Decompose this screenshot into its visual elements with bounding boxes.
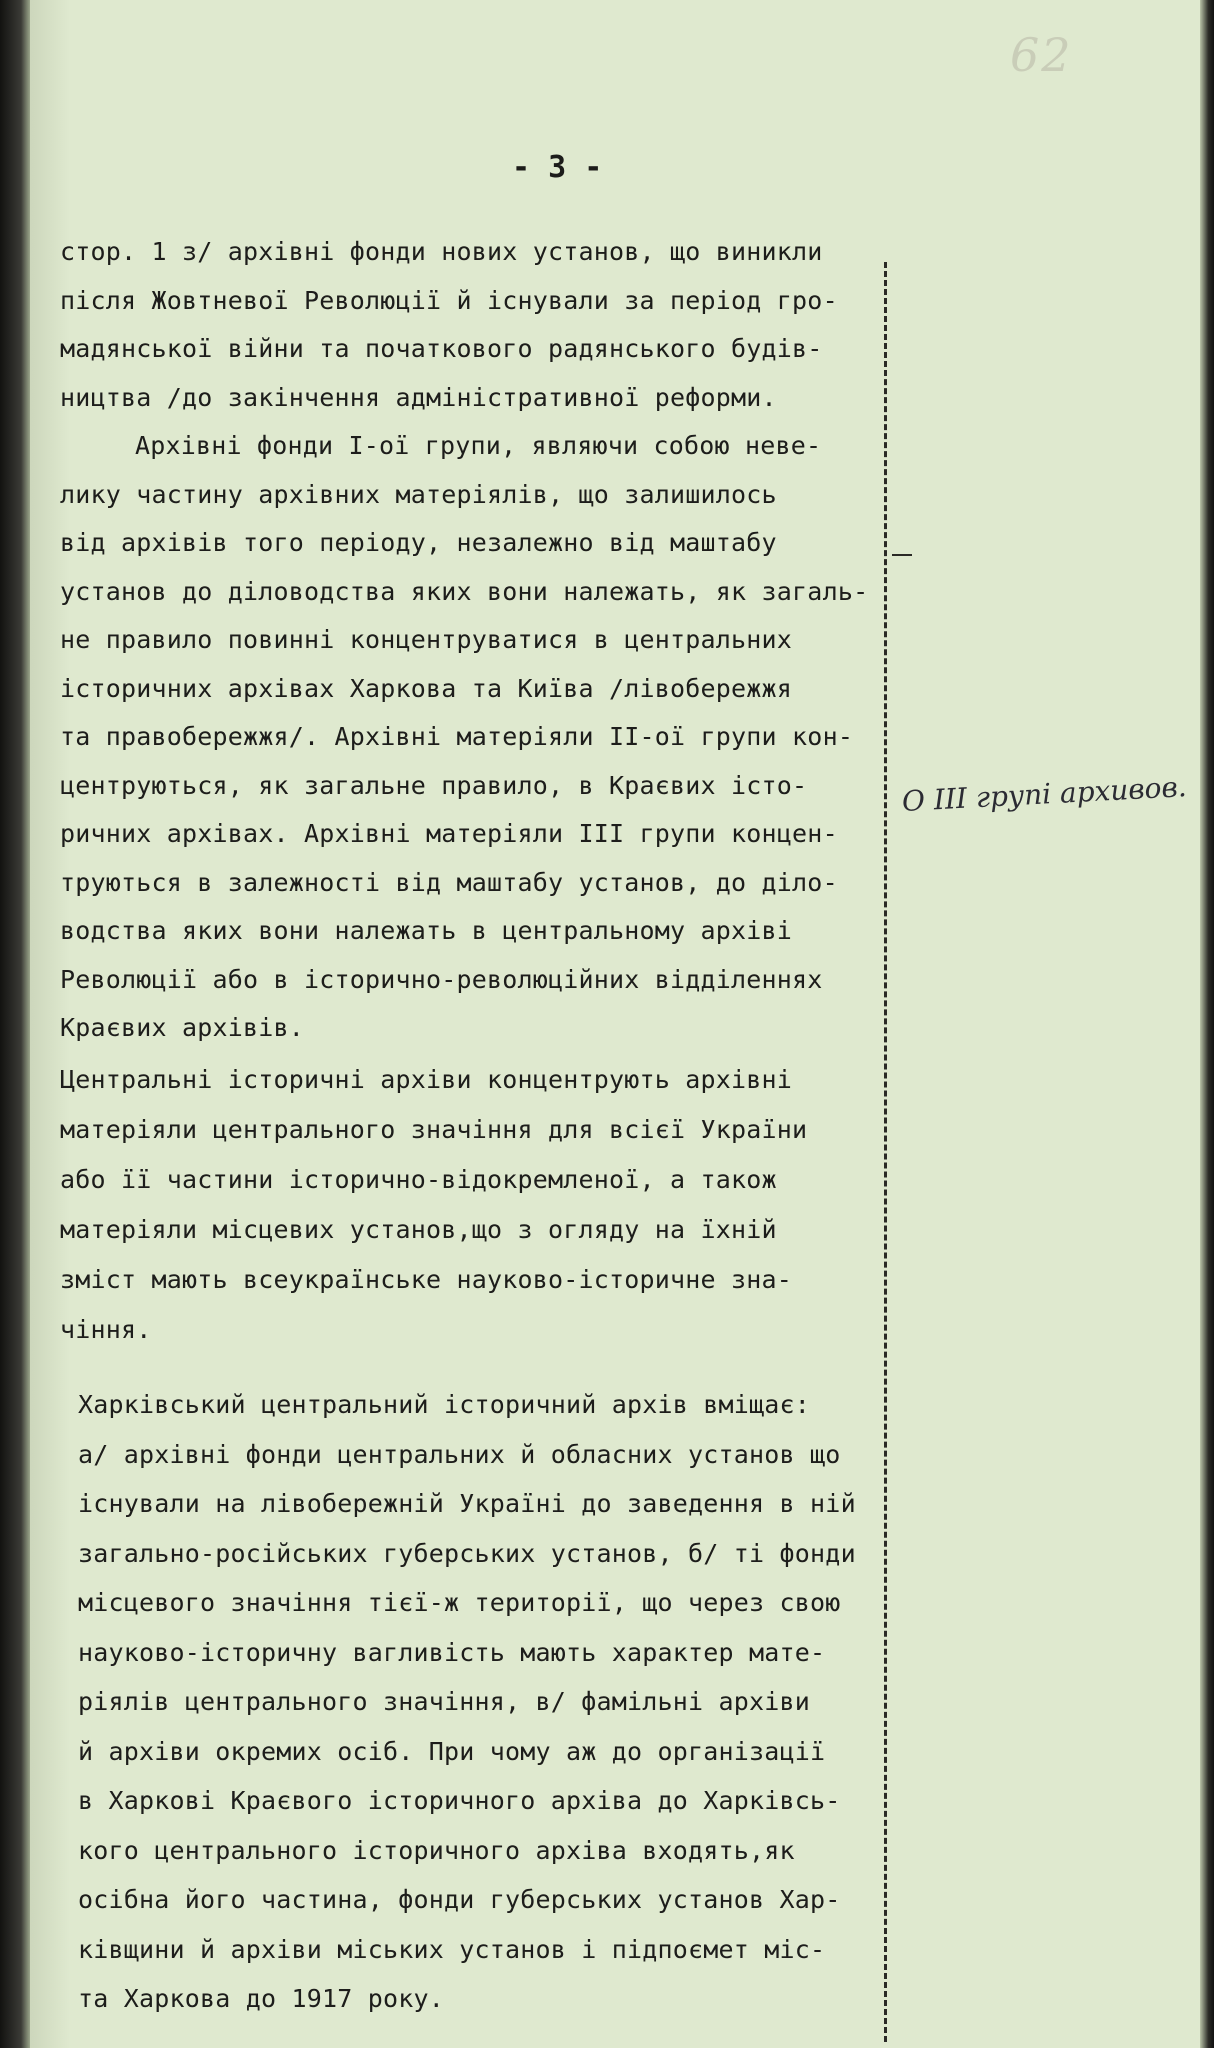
page-edge — [1200, 0, 1214, 2048]
text-line: а/ архівні фонди центральних й обласних установ що — [78, 1439, 841, 1469]
text-line: центруються, як загальне правило, в Краєвих істо- — [60, 770, 808, 800]
text-line: кого центрального історичного архіва входять,як — [78, 1835, 795, 1865]
text-line: Центральні історичні архіви концентрують архівні — [60, 1065, 793, 1094]
paragraph-2 — [60, 1055, 807, 1355]
text-line: стор. 1 з/ архівні фонди нових установ, що виникли — [60, 237, 823, 266]
paragraph-3 — [78, 1380, 856, 2024]
text-line: після Жовтневої Революції й існували за період гро- — [60, 285, 838, 315]
text-line: й архіви окремих осіб. При чому аж до організації — [78, 1736, 826, 1766]
text-line: не правило повинні концентруватися в центральних — [60, 625, 793, 654]
page-number: - 3 - — [512, 150, 603, 185]
text-line: мадянської війни та початкового радянського будів- — [60, 334, 823, 363]
text-line: ництва /до закінчення адміністративної реформи. — [60, 382, 777, 412]
paragraph-1 — [60, 228, 868, 1053]
text-line: або її частини історично-відокремленої, а також — [60, 1165, 777, 1194]
text-line: Архівні фонди І-ої групи, являючи собою неве- — [135, 431, 822, 460]
text-line: місцевого значіння тієї-ж території, що через свою — [78, 1588, 841, 1617]
text-line: в Харкові Краєвого історичного архіва до Харківсь- — [78, 1786, 841, 1815]
text-line: історичних архівах Харкова та Київа /лівобережжя — [60, 673, 793, 703]
text-line: матеріяли місцевих установ,що з огляду на їхній — [60, 1215, 777, 1244]
text-line: ківщини й архіви міських установ і підпоємет міс- — [78, 1934, 826, 1964]
text-line: труються в залежності від маштабу установ, до діло- — [60, 867, 838, 897]
text-line: матеріяли центрального значіння для всієї України — [60, 1115, 808, 1144]
text-line: установ до діловодства яких вони належать, як загаль- — [60, 576, 869, 606]
text-line: науково-історичну вагливість мають характер мате- — [78, 1637, 826, 1667]
text-line: існували на лівобережній Україні до заведення в ній — [78, 1489, 856, 1518]
text-line: та Харкова до 1917 року. — [78, 1984, 445, 2013]
text-line: Революції або в історично-революційних відділеннях — [60, 964, 823, 994]
handwritten-margin-note: О ІІІ групі архивов. — [901, 770, 1188, 818]
folio-number: 62 — [1010, 28, 1073, 82]
text-line: осібна його частина, фонди губерських установ Хар- — [78, 1885, 841, 1914]
text-line: та правобережжя/. Архівні матеріяли ІІ-ої групи кон- — [60, 722, 854, 751]
text-line: лику частину архівних матеріялів, що залишилось — [60, 479, 777, 509]
text-line: ріялів центрального значіння, в/ фамільні архіви — [78, 1687, 811, 1716]
text-line: Харківський центральний історичний архів вміщає: — [78, 1390, 811, 1419]
margin-dashed-line — [884, 262, 887, 2042]
text-line: чіння. — [60, 1315, 152, 1344]
text-line: водства яких вони належать в центральному архіві — [60, 916, 793, 945]
text-line: Краєвих архівів. — [60, 1013, 305, 1042]
margin-tick-mark — [892, 554, 912, 556]
binding-shadow — [0, 0, 30, 2048]
text-line: загально-російських губерських установ, б/ ті фонди — [78, 1538, 856, 1568]
text-line: ричних архівах. Архівні матеріяли ІІІ групи концен- — [60, 819, 838, 848]
text-line: від архівів того періоду, незалежно від маштабу — [60, 528, 777, 557]
text-line: зміст мають всеукраїнське науково-історичне зна- — [60, 1265, 793, 1294]
